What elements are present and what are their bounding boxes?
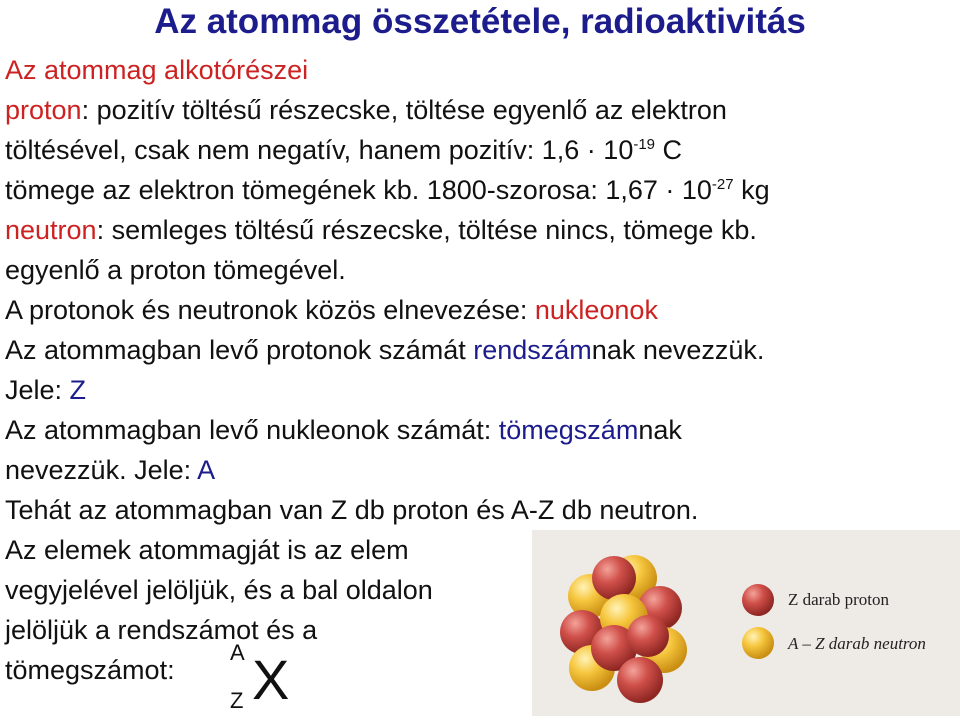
notation-line-1: Az elemek atommagját is az elem [5, 535, 409, 565]
proton-mass-exponent: -27 [711, 176, 734, 193]
notation-line-3: jelöljük a rendszámot és a [5, 615, 318, 645]
conclusion-line: Tehát az atommagban van Z db proton és A-Z db neutron. [5, 495, 699, 525]
mass-number-symbol: A [197, 455, 216, 485]
nucleon-text: A protonok és neutronok közös elnevezése: [5, 295, 535, 325]
page-title: Az atommag összetétele, radioaktivitás [154, 2, 806, 41]
nuclide-atomic-number: Z [230, 688, 244, 713]
notation-line-2: vegyjelével jelöljük, és a bal oldalon [5, 575, 433, 605]
neutron-line-2: egyenlő a proton tömegével. [5, 255, 346, 285]
legend-proton: Z darab proton [788, 590, 890, 609]
proton-line-1 [5, 94, 727, 126]
mass-number-line-2 [5, 454, 215, 486]
proton-line-3 [5, 174, 770, 206]
nucleus-cluster [560, 555, 687, 703]
nucleus-illustration [532, 530, 960, 716]
nuclide-element-symbol: X [252, 648, 290, 711]
atomic-number-text: Az atommagban levő protonok számát [5, 335, 474, 365]
atomic-number-sign-label: Jele: [5, 375, 70, 405]
proton-mass-text: tömege az elektron tömegének kb. 1800-szorosa: 1,67 · 10 [5, 175, 712, 205]
atomic-number-text-end: nak nevezzük. [591, 335, 765, 365]
atomic-number-line-1 [5, 334, 764, 366]
proton-description: : pozitív töltésű részecske, töltése egyenlő az elektron [81, 95, 727, 125]
notation-line-4: tömegszámot: [5, 655, 175, 685]
proton-term: proton [5, 95, 82, 125]
nuclide-mass-number: A [230, 640, 245, 665]
mass-number-sign-label: nevezzük. Jele: [5, 455, 198, 485]
atomic-number-line-2 [5, 374, 86, 406]
proton-line-2 [5, 134, 682, 166]
neutron-term: neutron [5, 215, 97, 245]
mass-number-text-end: nak [638, 415, 682, 445]
subheading: Az atommag alkotórészei [5, 55, 309, 85]
proton-charge-exponent: -19 [633, 136, 656, 153]
proton-mass-unit: kg [733, 175, 770, 205]
nucleon-line [5, 294, 658, 326]
proton-legend-ball [742, 584, 774, 616]
atomic-number-symbol: Z [69, 375, 87, 405]
neutron-line-1 [5, 214, 757, 246]
atomic-number-term: rendszám [473, 335, 592, 365]
nucleon-term: nukleonok [534, 295, 658, 325]
legend-neutron: A – Z darab neutron [788, 634, 926, 653]
proton-charge-text: töltésével, csak nem negatív, hanem pozitív: 1,6 · 10 [5, 135, 634, 165]
mass-number-term: tömegszám [498, 415, 639, 445]
proton-charge-unit: C [655, 135, 683, 165]
mass-number-text: Az atommagban levő nukleonok számát: [5, 415, 499, 445]
nucleus-figure [532, 530, 960, 716]
neutron-description: : semleges töltésű részecske, töltése nincs, tömege kb. [96, 215, 757, 245]
nuclide-symbol [228, 640, 298, 718]
mass-number-line-1 [5, 414, 682, 446]
neutron-legend-ball [742, 627, 774, 659]
